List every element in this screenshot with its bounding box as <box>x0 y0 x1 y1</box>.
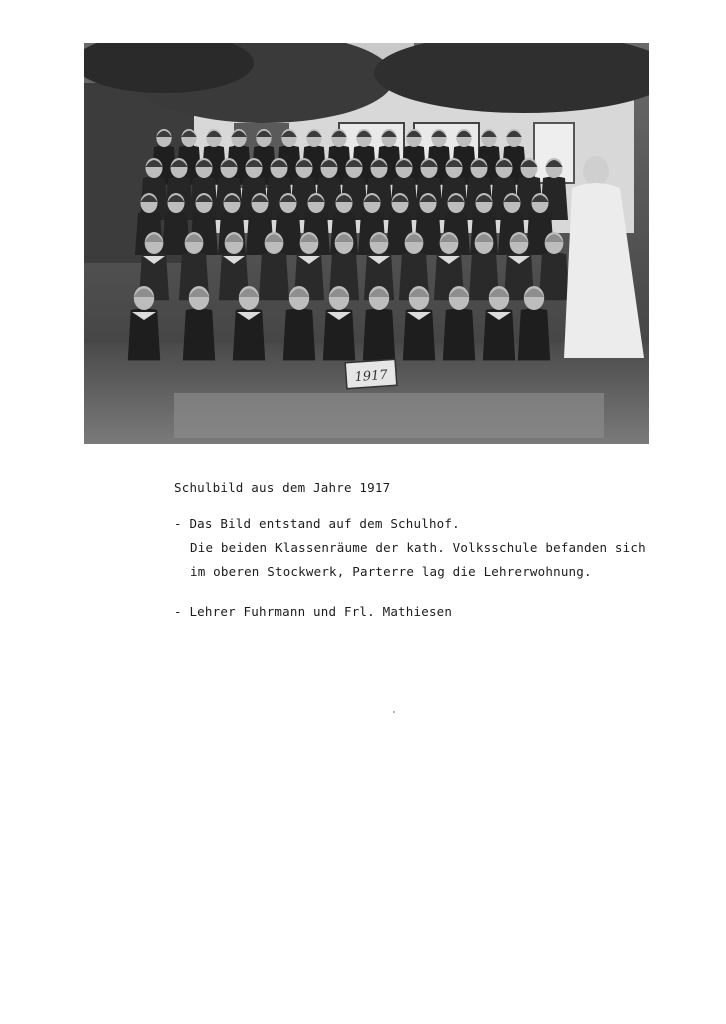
person-silhouette <box>283 309 315 361</box>
person-silhouette <box>518 309 550 361</box>
person-silhouette <box>443 309 475 361</box>
person-silhouette <box>162 212 190 256</box>
photo-sign-text: 1917 <box>354 367 389 386</box>
caption-title: Schulbild aus dem Jahre 1917 <box>174 480 391 495</box>
bullet-2-line-1: - Lehrer Fuhrmann und Frl. Mathiesen <box>174 604 453 619</box>
bullet-1-line-1: - Das Bild entstand auf dem Schulhof. <box>174 516 460 531</box>
class-photo-image <box>84 43 649 444</box>
bullet-1-line-3: im oberen Stockwerk, Parterre lag die Lehrerwohnung. <box>190 564 592 579</box>
class-photo <box>84 43 649 444</box>
person-silhouette <box>259 253 289 301</box>
bullet-1-line-2: Die beiden Klassenräume der kath. Volksschule befanden sich <box>190 540 646 555</box>
person-silhouette <box>183 309 215 361</box>
person-silhouette <box>363 309 395 361</box>
scan-speck <box>393 711 395 713</box>
caption-block <box>174 476 644 624</box>
person-silhouette <box>539 253 569 301</box>
